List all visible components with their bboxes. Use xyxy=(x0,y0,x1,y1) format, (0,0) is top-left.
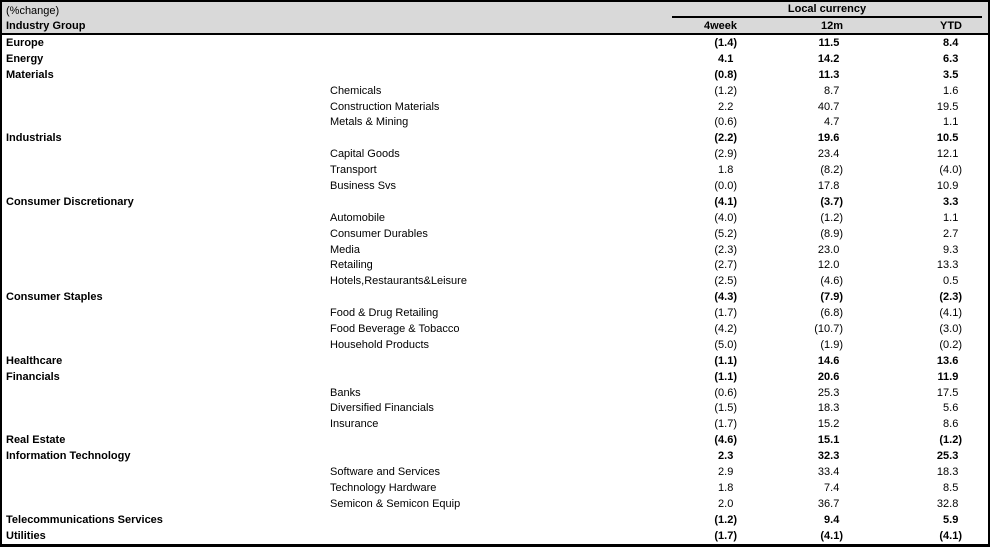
industry-sub-label: Food & Drug Retailing xyxy=(330,307,439,320)
value-ytd: 0.5 xyxy=(943,275,959,288)
value-ytd: (3.0) xyxy=(939,322,962,335)
value-ytd: (1.2) xyxy=(939,434,962,447)
row-padding-cell xyxy=(966,99,988,115)
value-4week: (4.6) xyxy=(714,434,737,447)
value-4week: (0.8) xyxy=(714,68,737,81)
value-4week: (1.2) xyxy=(714,513,737,526)
value-ytd: 1.1 xyxy=(943,211,959,224)
value-4week: (0.6) xyxy=(714,386,737,399)
industry-sub-label: Diversified Financials xyxy=(330,402,434,415)
industry-group-row xyxy=(2,369,988,385)
industry-sub-label: Construction Materials xyxy=(330,100,440,113)
value-12m: (4.6) xyxy=(820,275,843,288)
value-4week: (5.2) xyxy=(714,227,737,240)
industry-sub-row xyxy=(2,464,988,480)
value-12m: (10.7) xyxy=(814,322,843,335)
value-4week: 1.8 xyxy=(718,481,734,494)
value-12m: 8.7 xyxy=(824,84,840,97)
row-padding-cell xyxy=(966,67,988,83)
value-ytd: 12.1 xyxy=(936,148,959,161)
industry-group-label: Utilities xyxy=(6,529,46,542)
col-header-4week: 4week xyxy=(672,19,741,34)
industry-sub-row xyxy=(2,257,988,273)
value-12m: 23.0 xyxy=(817,243,840,256)
value-4week: 2.2 xyxy=(718,100,734,113)
value-ytd: (2.3) xyxy=(939,291,962,304)
value-12m: 19.6 xyxy=(817,132,840,145)
industry-sub-label: Insurance xyxy=(330,418,379,431)
value-4week: (1.7) xyxy=(714,529,737,542)
value-ytd: 25.3 xyxy=(936,450,959,463)
value-4week: 2.3 xyxy=(718,450,734,463)
value-12m: (1.2) xyxy=(820,211,843,224)
industry-sub-row xyxy=(2,496,988,512)
row-padding-cell xyxy=(966,400,988,416)
value-ytd: 1.6 xyxy=(943,84,959,97)
industry-sub-label: Technology Hardware xyxy=(330,481,437,494)
row-padding-cell xyxy=(966,51,988,67)
industry-sub-label: Household Products xyxy=(330,338,430,351)
row-padding-cell xyxy=(966,146,988,162)
industry-sub-row xyxy=(2,178,988,194)
value-ytd: 8.6 xyxy=(943,418,959,431)
industry-sub-row xyxy=(2,210,988,226)
industry-sub-label: Software and Services xyxy=(330,465,441,478)
industry-sub-row xyxy=(2,385,988,401)
value-4week: (1.1) xyxy=(714,370,737,383)
industry-group-row xyxy=(2,448,988,464)
value-ytd: (4.1) xyxy=(939,307,962,320)
value-12m: 7.4 xyxy=(824,481,840,494)
col-header-12m: 12m xyxy=(741,19,847,34)
value-12m: 9.4 xyxy=(824,513,840,526)
row-padding-cell xyxy=(966,130,988,146)
row-padding-cell xyxy=(966,194,988,210)
industry-group-label: Telecommunications Services xyxy=(6,513,163,526)
value-ytd: 9.3 xyxy=(943,243,959,256)
row-padding-cell xyxy=(966,305,988,321)
value-ytd: 32.8 xyxy=(936,497,959,510)
value-12m: 12.0 xyxy=(817,259,840,272)
value-ytd: 8.4 xyxy=(943,36,959,49)
currency-group-cell xyxy=(672,2,988,19)
row-padding-cell xyxy=(966,226,988,242)
value-4week: (2.5) xyxy=(714,275,737,288)
value-4week: (4.0) xyxy=(714,211,737,224)
industry-group-row xyxy=(2,130,988,146)
percent-change-label: (%change) xyxy=(2,2,672,19)
industry-group-header: Industry Group xyxy=(2,19,672,34)
value-4week: (0.0) xyxy=(714,179,737,192)
value-4week: (5.0) xyxy=(714,338,737,351)
industry-group-label: Consumer Discretionary xyxy=(6,195,134,208)
value-4week: (2.7) xyxy=(714,259,737,272)
value-ytd: 3.3 xyxy=(943,195,959,208)
value-4week: (1.7) xyxy=(714,307,737,320)
industry-group-row xyxy=(2,67,988,83)
value-ytd: 6.3 xyxy=(943,52,959,65)
row-padding-cell xyxy=(966,114,988,130)
industry-sub-label: Chemicals xyxy=(330,84,382,97)
value-12m: 23.4 xyxy=(817,148,840,161)
value-ytd: (4.0) xyxy=(939,164,962,177)
value-12m: 20.6 xyxy=(817,370,840,383)
value-4week: 1.8 xyxy=(718,164,734,177)
industry-group-row xyxy=(2,51,988,67)
industry-group-label: Healthcare xyxy=(6,354,63,367)
value-4week: (1.1) xyxy=(714,354,737,367)
value-12m: (6.8) xyxy=(820,307,843,320)
value-ytd: 3.5 xyxy=(943,68,959,81)
value-ytd: 5.6 xyxy=(943,402,959,415)
row-padding-cell xyxy=(966,385,988,401)
value-12m: (7.9) xyxy=(820,291,843,304)
row-padding-cell xyxy=(966,337,988,353)
row-padding-cell xyxy=(966,496,988,512)
industry-group-label: Real Estate xyxy=(6,434,66,447)
value-ytd: 13.3 xyxy=(936,259,959,272)
value-12m: (3.7) xyxy=(820,195,843,208)
currency-group-header: Local currency xyxy=(672,3,982,18)
industry-sub-label: Hotels,Restaurants&Leisure xyxy=(330,275,467,288)
row-padding-cell xyxy=(966,162,988,178)
industry-group-row xyxy=(2,432,988,448)
value-4week: (1.2) xyxy=(714,84,737,97)
industry-sub-label: Automobile xyxy=(330,211,386,224)
row-padding-cell xyxy=(966,448,988,464)
table-header xyxy=(2,2,988,34)
value-12m: 18.3 xyxy=(817,402,840,415)
industry-group-row xyxy=(2,289,988,305)
value-4week: (4.2) xyxy=(714,322,737,335)
row-padding-cell xyxy=(966,289,988,305)
industry-sub-row xyxy=(2,242,988,258)
value-4week: (2.9) xyxy=(714,148,737,161)
value-4week: 2.0 xyxy=(718,497,734,510)
industry-performance-table xyxy=(2,2,988,544)
industry-sub-label: Transport xyxy=(330,164,377,177)
value-12m: (8.2) xyxy=(820,164,843,177)
industry-sub-row xyxy=(2,337,988,353)
value-12m: (8.9) xyxy=(820,227,843,240)
row-padding-cell xyxy=(966,353,988,369)
row-padding-cell xyxy=(966,321,988,337)
industry-sub-label: Media xyxy=(330,243,360,256)
industry-group-label: Energy xyxy=(6,52,44,65)
industry-group-label: Europe xyxy=(6,36,44,49)
row-padding-cell xyxy=(966,242,988,258)
value-ytd: 2.7 xyxy=(943,227,959,240)
value-12m: 15.1 xyxy=(817,434,840,447)
value-4week: 4.1 xyxy=(718,52,734,65)
value-12m: 33.4 xyxy=(817,465,840,478)
value-12m: 40.7 xyxy=(817,100,840,113)
value-12m: 14.6 xyxy=(817,354,840,367)
industry-sub-row xyxy=(2,321,988,337)
row-padding-cell xyxy=(966,34,988,51)
value-12m: 11.3 xyxy=(818,68,840,81)
header-padding-cell xyxy=(966,19,988,34)
value-ytd: 5.9 xyxy=(943,513,959,526)
row-padding-cell xyxy=(966,273,988,289)
industry-sub-label: Capital Goods xyxy=(330,148,400,161)
industry-sub-row xyxy=(2,305,988,321)
industry-group-row xyxy=(2,512,988,528)
industry-sub-row xyxy=(2,416,988,432)
value-12m: 14.2 xyxy=(817,52,840,65)
value-ytd: 1.1 xyxy=(943,116,959,129)
value-ytd: 13.6 xyxy=(936,354,959,367)
value-4week: (1.4) xyxy=(714,36,737,49)
value-4week: (4.3) xyxy=(714,291,737,304)
industry-sub-label: Metals & Mining xyxy=(330,116,409,129)
industry-sub-row xyxy=(2,83,988,99)
industry-group-label: Consumer Staples xyxy=(6,291,103,304)
value-4week: (2.2) xyxy=(714,132,737,145)
value-ytd: 10.9 xyxy=(936,179,959,192)
value-ytd: 19.5 xyxy=(936,100,959,113)
table-body xyxy=(2,34,988,544)
row-padding-cell xyxy=(966,528,988,544)
industry-group-row xyxy=(2,194,988,210)
row-padding-cell xyxy=(966,210,988,226)
value-12m: 25.3 xyxy=(817,386,840,399)
industry-sub-row xyxy=(2,162,988,178)
value-12m: (1.9) xyxy=(820,338,843,351)
industry-group-row xyxy=(2,34,988,51)
industry-sub-label: Semicon & Semicon Equip xyxy=(330,497,461,510)
row-padding-cell xyxy=(966,512,988,528)
value-12m: (4.1) xyxy=(820,529,843,542)
industry-sub-label: Banks xyxy=(330,386,361,399)
header-row-columns xyxy=(2,19,988,34)
value-4week: (0.6) xyxy=(714,116,737,129)
industry-group-label: Information Technology xyxy=(6,450,131,463)
industry-sub-row xyxy=(2,273,988,289)
value-12m: 15.2 xyxy=(817,418,840,431)
industry-sub-label: Retailing xyxy=(330,259,373,272)
industry-sub-row xyxy=(2,226,988,242)
value-4week: 2.9 xyxy=(718,465,734,478)
row-padding-cell xyxy=(966,257,988,273)
row-padding-cell xyxy=(966,83,988,99)
industry-sub-row xyxy=(2,99,988,115)
industry-sub-label: Consumer Durables xyxy=(330,227,428,240)
header-row-currency xyxy=(2,2,988,19)
row-padding-cell xyxy=(966,480,988,496)
industry-sub-label: Food Beverage & Tobacco xyxy=(330,322,460,335)
row-padding-cell xyxy=(966,369,988,385)
industry-group-row xyxy=(2,353,988,369)
row-padding-cell xyxy=(966,464,988,480)
value-12m: 36.7 xyxy=(817,497,840,510)
industry-group-label: Industrials xyxy=(6,132,62,145)
row-padding-cell xyxy=(966,432,988,448)
value-ytd: 10.5 xyxy=(936,132,959,145)
col-header-ytd: YTD xyxy=(847,19,966,34)
value-12m: 4.7 xyxy=(824,116,840,129)
industry-sub-row xyxy=(2,480,988,496)
industry-sub-row xyxy=(2,146,988,162)
value-ytd: 11.9 xyxy=(937,370,959,383)
industry-sub-label: Business Svs xyxy=(330,179,397,192)
value-ytd: 18.3 xyxy=(936,465,959,478)
value-ytd: (0.2) xyxy=(939,338,962,351)
value-4week: (1.7) xyxy=(714,418,737,431)
value-4week: (2.3) xyxy=(714,243,737,256)
value-4week: (4.1) xyxy=(714,195,737,208)
industry-sub-row xyxy=(2,114,988,130)
industry-sub-row xyxy=(2,400,988,416)
value-12m: 11.5 xyxy=(818,36,840,49)
row-padding-cell xyxy=(966,178,988,194)
value-4week: (1.5) xyxy=(714,402,737,415)
industry-group-label: Materials xyxy=(6,68,54,81)
value-12m: 17.8 xyxy=(817,179,840,192)
industry-group-row xyxy=(2,528,988,544)
row-padding-cell xyxy=(966,416,988,432)
industry-group-label: Financials xyxy=(6,370,60,383)
value-ytd: 8.5 xyxy=(943,481,959,494)
value-12m: 32.3 xyxy=(817,450,840,463)
value-ytd: 17.5 xyxy=(936,386,959,399)
value-ytd: (4.1) xyxy=(939,529,962,542)
